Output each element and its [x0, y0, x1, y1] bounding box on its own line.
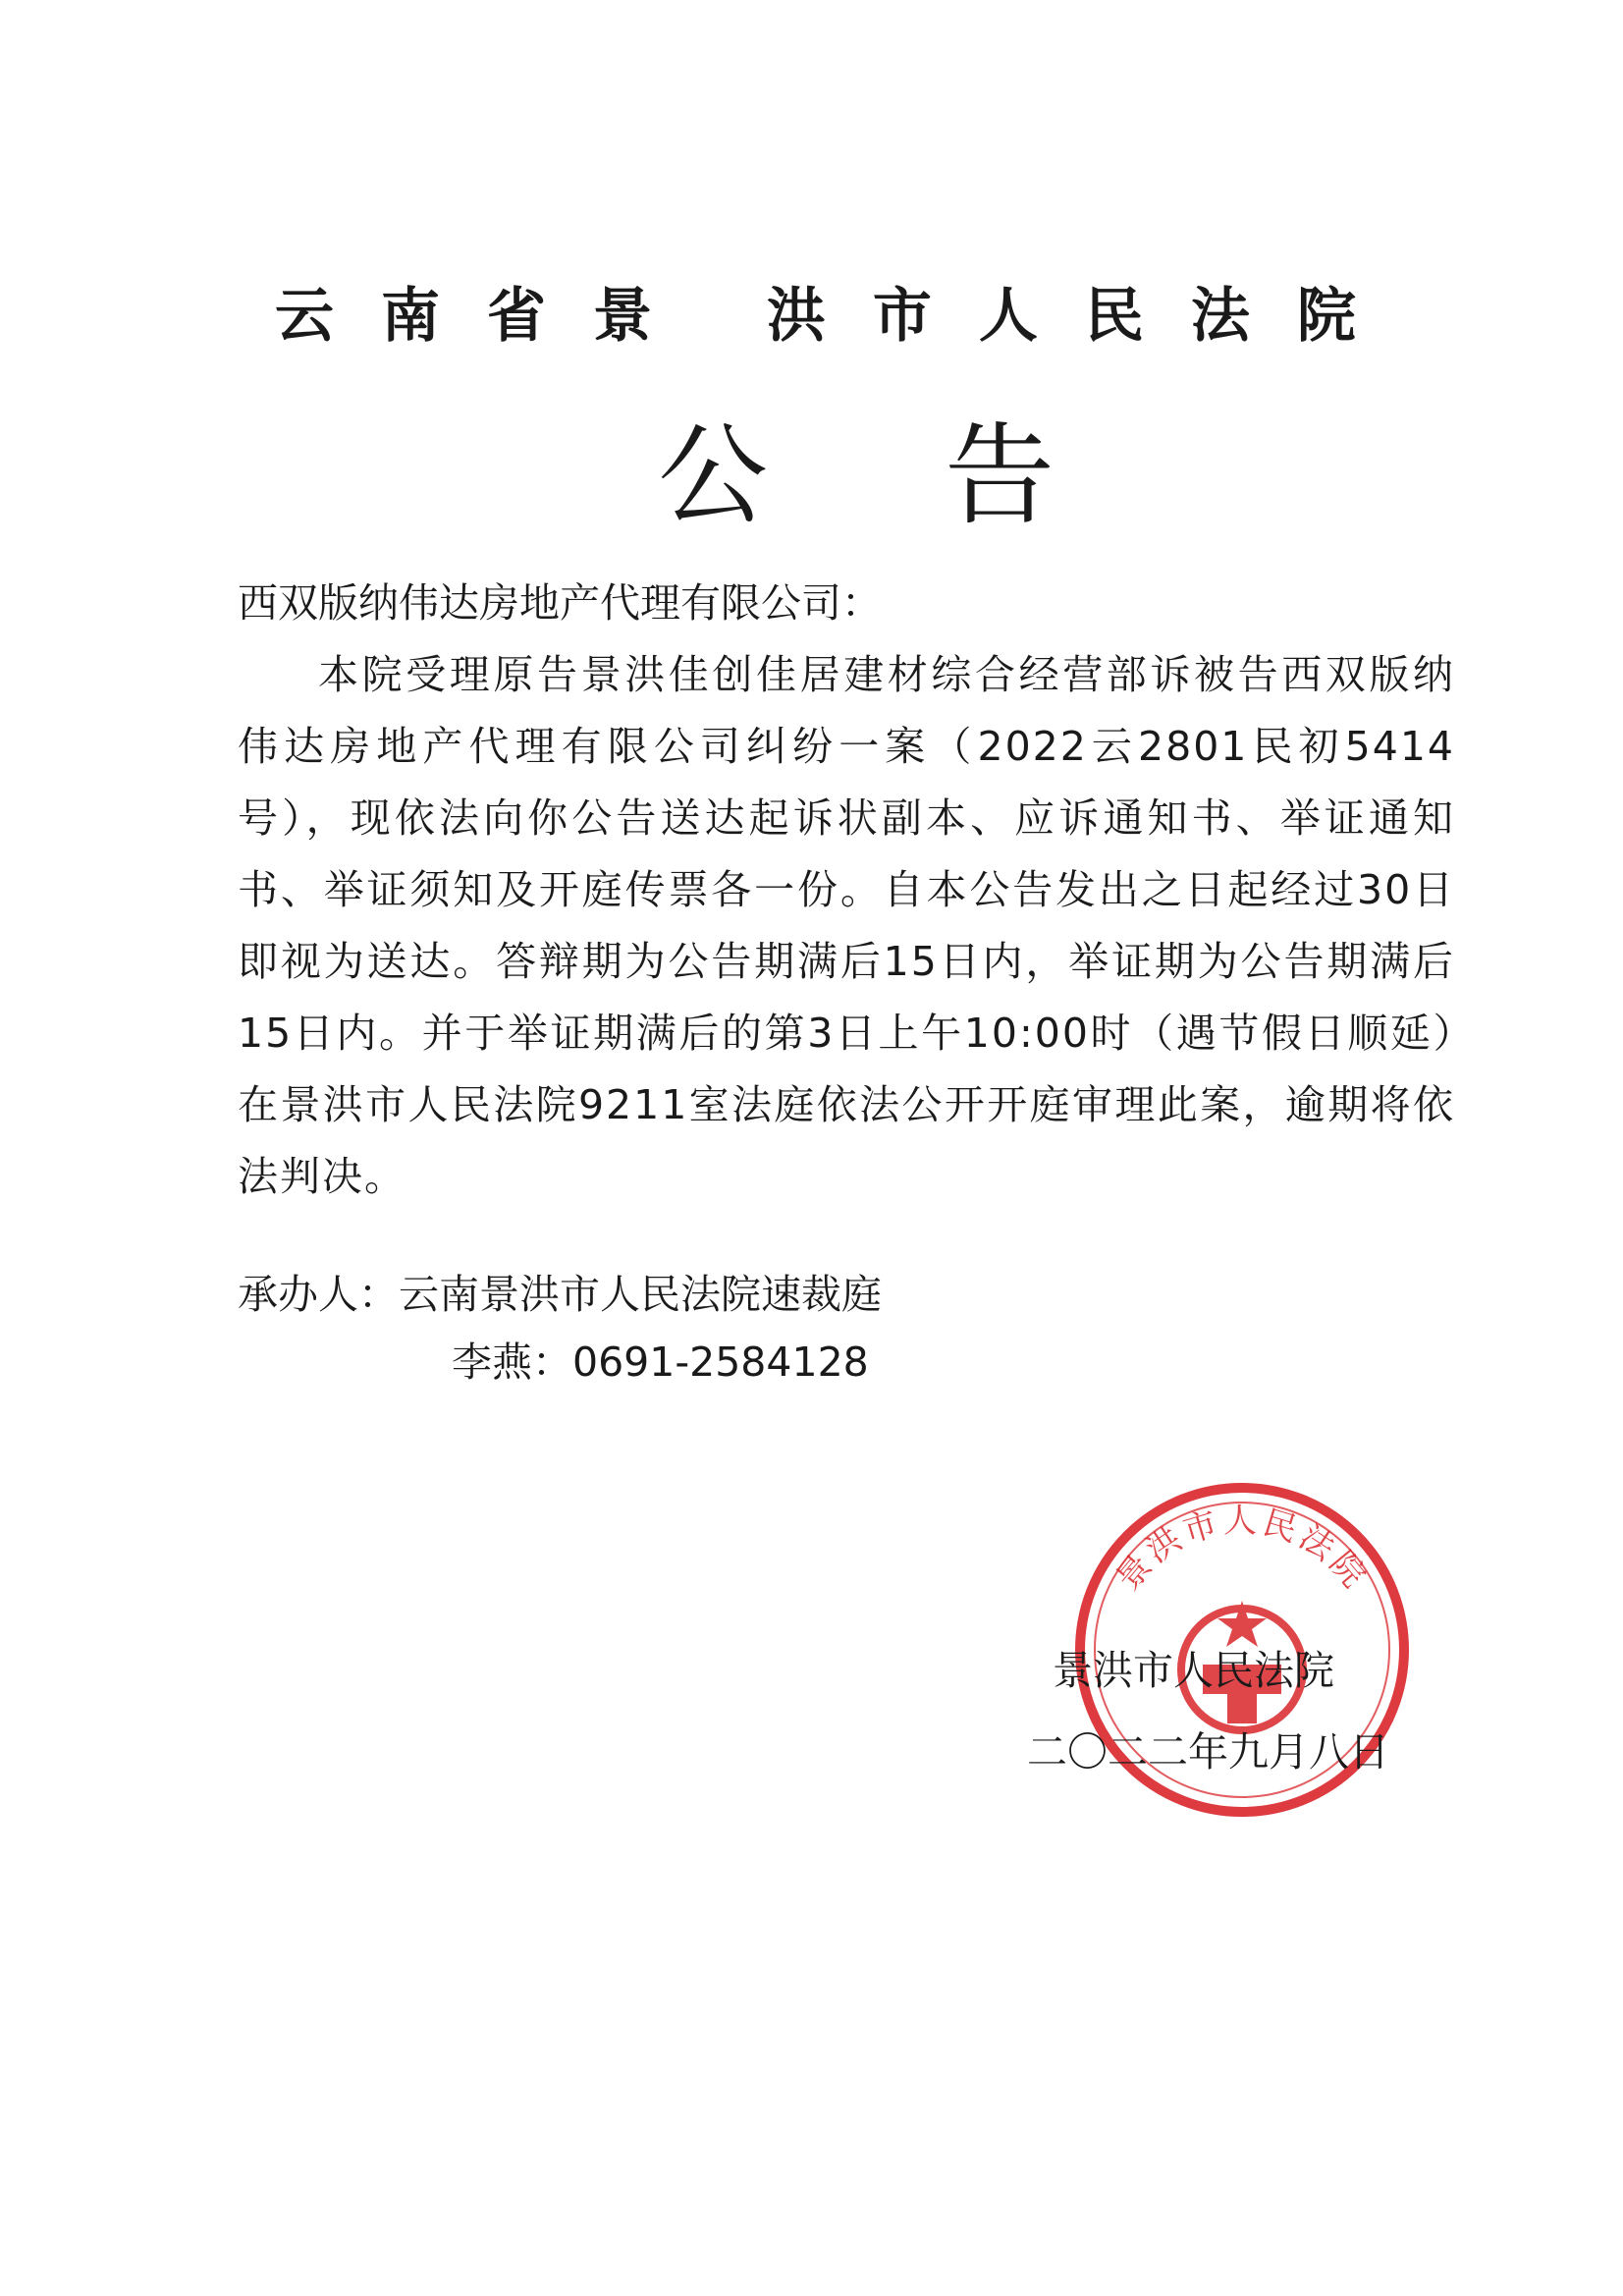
notice-body-paragraph: 本院受理原告景洪佳创佳居建材综合经营部诉被告西双版纳伟达房地产代理有限公司纠纷一案（2022云2801民初5414号），现依法向你公告送达起诉状副本、应诉通知书、举证通知书、举证须知及开庭传票各一份。自本公告发出之日起经过30日即视为送达。答辩期为公告期满后15日内，举证期为公告期满后15日内。并于举证期满后的第3日上午10:00时（遇节假日顺延）在景洪市人民法院9211室法庭依法公开开庭审理此案，逾期将依法判决。	[238, 651, 1455, 1200]
signature-date: 二〇二二年九月八日	[1027, 1728, 1389, 1776]
seal-arc-text: 景洪市人民法院	[1109, 1502, 1376, 1599]
handler-line: 承办人：云南景洪市人民法院速裁庭	[238, 1271, 882, 1318]
contact-person-line: 李燕：0691-2584128	[452, 1339, 869, 1386]
court-name-heading: 云南省景 洪市人民法院	[275, 282, 1403, 351]
notice-title: 公告	[658, 412, 1231, 540]
signature-court-name: 景洪市人民法院	[1053, 1647, 1334, 1694]
notice-addressee: 西双版纳伟达房地产代理有限公司：	[238, 579, 882, 627]
